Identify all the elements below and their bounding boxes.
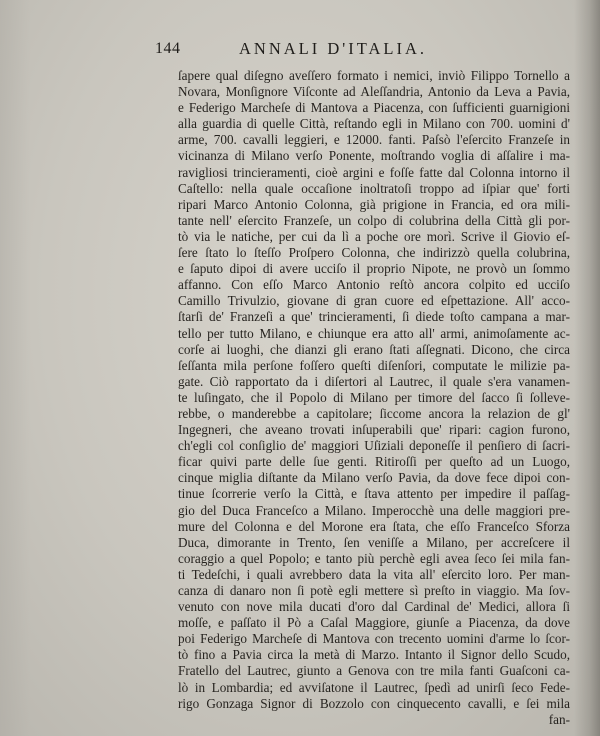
text-line: vicinanza di Milano verſo Ponente, moſtrando voglia di aſſalire i ma-: [178, 148, 570, 164]
text-line: Camillo Trivulzio, giovane di gran cuore ed eſpettazione. All' acco-: [178, 293, 570, 309]
text-line: Novara, Monſignore Viſconte ad Aleſſandria, Antonio da Leva a Pavia,: [178, 84, 570, 100]
text-line: tò fino a Pavia circa la metà di Marzo. Intanto il Signor dello Scudo,: [178, 647, 570, 663]
text-line: ſapere qual diſegno aveſſero formato i nemici, inviò Filippo Tornello a: [178, 68, 570, 83]
text-line: e Federigo Marcheſe di Mantova a Piacenza, con ſufficienti guarnigioni: [178, 100, 570, 116]
page-header: [155, 40, 555, 64]
text-line: moſſe, e paſſato il Pò a Caſal Maggiore, giunſe a Piacenza, da dove: [178, 615, 570, 631]
text-line: ſere ſtato lo ſteſſo Proſpero Colonna, che indirizzò quella colubrina,: [178, 245, 570, 261]
text-line: canza di danaro non ſi potè egli mettere sì preſto in viaggio. Ma ſov-: [178, 583, 570, 598]
text-line: arme, 700. cavalli leggieri, e 12000. fanti. Paſsò l'eſercito Franzeſe in: [178, 132, 570, 148]
text-line: Fratello del Lautrec, giunto a Genova con tre mila fanti Guaſconi ca-: [178, 663, 570, 679]
text-line: ravigliosi trincieramenti, cioè argini e foſſe fatte dal Colonna intorno il: [178, 164, 570, 180]
text-line: tò via le natiche, per cui da lì a poche ore morì. Scrive il Giovio eſ-: [178, 228, 570, 244]
text-line: gate. Ciò rapportato da i diſertori al Lautrec, il quale s'era vanamen-: [178, 373, 570, 389]
text-line: tello per tutto Milano, e chiunque era atto all' armi, animoſamente ac-: [178, 325, 570, 341]
text-line: cinque miglia diſtante da Milano verſo Pavia, da dove fece dipoi con-: [178, 470, 570, 486]
text-line: e ſaputo dipoi di avere ucciſo il proprio Nipote, ne provò un ſommo: [178, 261, 570, 277]
page-number: 144: [155, 40, 181, 57]
page-gutter-shadow: [574, 0, 600, 736]
text-line: coraggio a quel Popolo; e tanto più perchè egli avea ſeco ſei mila fan-: [178, 550, 570, 566]
text-line: ripari Marco Antonio Colonna, già prigione in Francia, ed ora mili-: [178, 196, 570, 212]
text-line: alla guardia di quelle Città, reſtando egli in Milano con 700. uomini d': [178, 116, 570, 132]
text-line: poi Federigo Marcheſe di Mantova con trecento uomini d'arme lo ſcor-: [178, 631, 570, 647]
text-line: rebbe, o manderebbe a capitolare; ſiccome ancora la relazion de gl': [178, 405, 570, 421]
text-line: gio del Duca Franceſco a Milano. Imperocchè una delle maggiori pre-: [178, 502, 570, 518]
text-line: mure del Colonna e del Morone era ſtata, che eſſo Franceſco Sforza: [178, 518, 570, 534]
text-line: te luſingato, che il Popolo di Milano per timore del ſacco ſi ſolleve-: [178, 389, 570, 405]
text-line: ſeſſanta mila perſone foſſero queſti diſenſori, computate le milizie pa-: [178, 357, 570, 373]
text-line: venuto con nove mila ducati d'oro dal Cardinal de' Medici, allora ſi: [178, 599, 570, 615]
text-line: ch'egli col conſiglio de' maggiori Uſiziali deponeſſe il penſiero di ſacri-: [178, 438, 570, 454]
text-line: rigo Gonzaga Signor di Bozzolo con cinquecento cavalli, e ſei mila: [178, 695, 570, 711]
text-line: affanno. Con eſſo Marco Antonio reſtò ancora colpito ed ucciſo: [178, 277, 570, 293]
text-line: Duca, dimorante in Trento, ſen veniſſe a Milano, per accreſcere il: [178, 534, 570, 550]
text-line: ſtarſi de' Franzeſi a que' trincieramenti, ſi diede toſto campana a mar-: [178, 309, 570, 325]
text-line: ti Tedeſchi, i quali avrebbero data la vita all' eſercito loro. Per man-: [178, 566, 570, 582]
body-text: [178, 68, 570, 728]
page-edge-shade: [0, 0, 30, 736]
text-line: Caſtello: nella quale occaſione inoltratoſi troppo ad iſpiar que' forti: [178, 180, 570, 196]
text-line: tinue ſcorrerie verſo la Città, e ſtava attento per impedire il paſſag-: [178, 486, 570, 502]
text-line: Ingegneri, che aveano trovati inſuperabili que' ripari: cagion furono,: [178, 422, 570, 438]
catchword: fan-: [548, 711, 570, 727]
running-title: ANNALI D'ITALIA.: [239, 39, 428, 58]
text-line: lò in Lombardia; ed avviſatone il Lautrec, ſpedì ad unirſi ſeco Fede-: [178, 679, 570, 695]
text-line: tante nell' eſercito Franzeſe, un colpo di colubrina della Città gli por-: [178, 212, 570, 228]
text-line: ficar quivi parte delle ſue genti. Ritiroſſi per queſto ad un Luogo,: [178, 454, 570, 470]
text-line: corſe ai luoghi, che dianzi gli erano ſtati aſſegnati. Dicono, che circa: [178, 341, 570, 357]
